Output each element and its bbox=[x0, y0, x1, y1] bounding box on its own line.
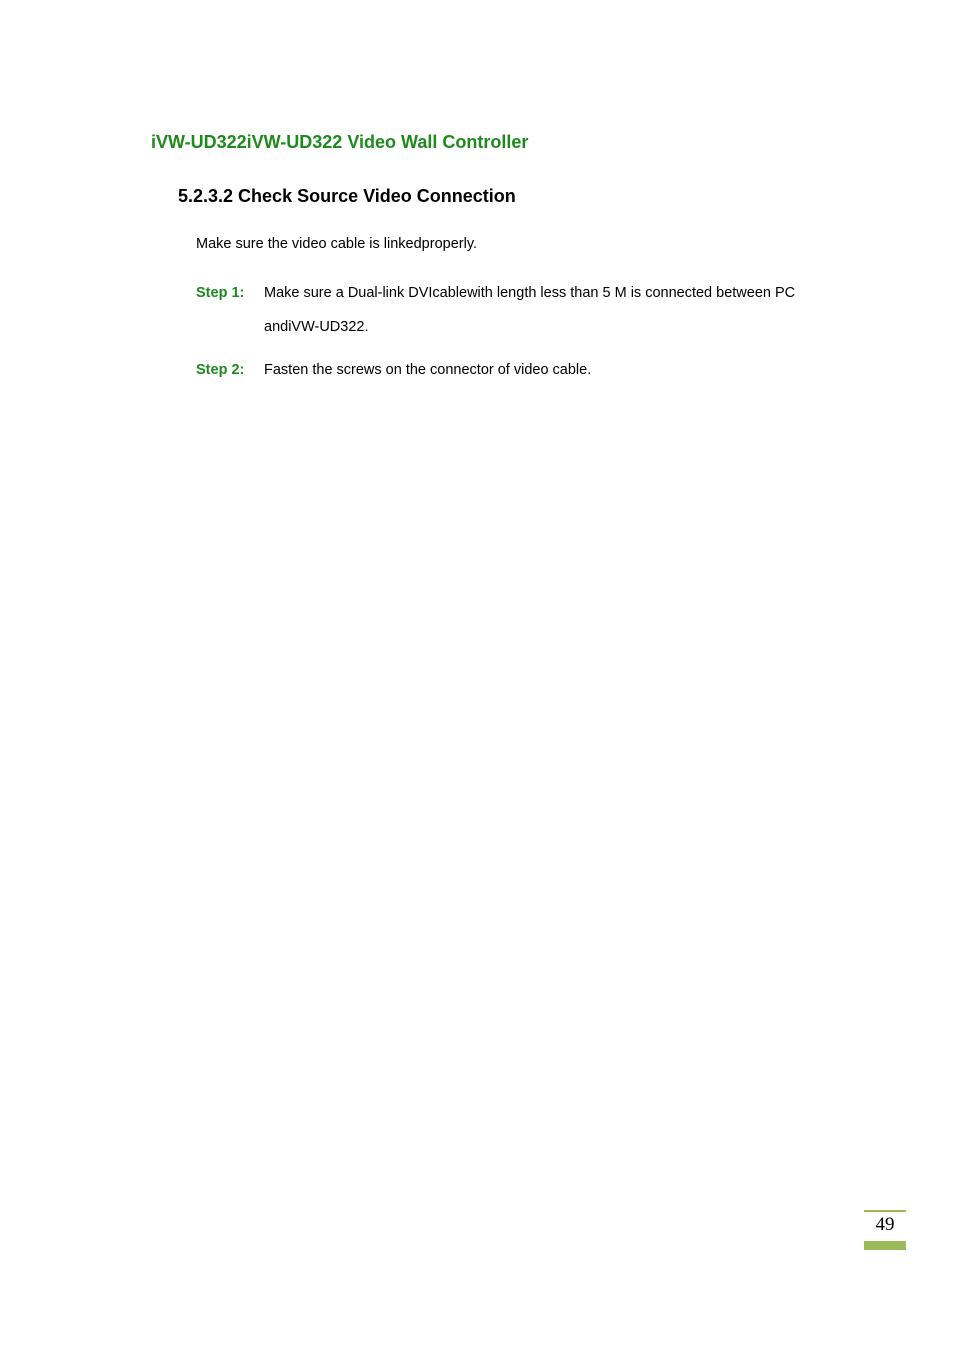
section-title: 5.2.3.2 Check Source Video Connection bbox=[178, 186, 516, 206]
page-number: 49 bbox=[875, 1214, 895, 1235]
page-number-badge bbox=[864, 1210, 906, 1250]
step-item bbox=[196, 285, 836, 345]
step-text: Make sure a Dual-link DVIcablewith length less than 5 M is connected between PC andiVW-UD322. bbox=[264, 285, 796, 335]
step-text: Fasten the screws on the connector of video cable. bbox=[264, 362, 592, 378]
step-label: Step 1: bbox=[196, 285, 245, 301]
page-number-bottom-bar bbox=[864, 1241, 906, 1250]
step-item bbox=[196, 362, 836, 386]
step-label: Step 2: bbox=[196, 362, 245, 378]
page-number-top-rule bbox=[864, 1210, 906, 1212]
document-header-title: iVW-UD322iVW-UD322 Video Wall Controller bbox=[151, 132, 529, 152]
intro-paragraph: Make sure the video cable is linkedproperly. bbox=[196, 236, 478, 252]
